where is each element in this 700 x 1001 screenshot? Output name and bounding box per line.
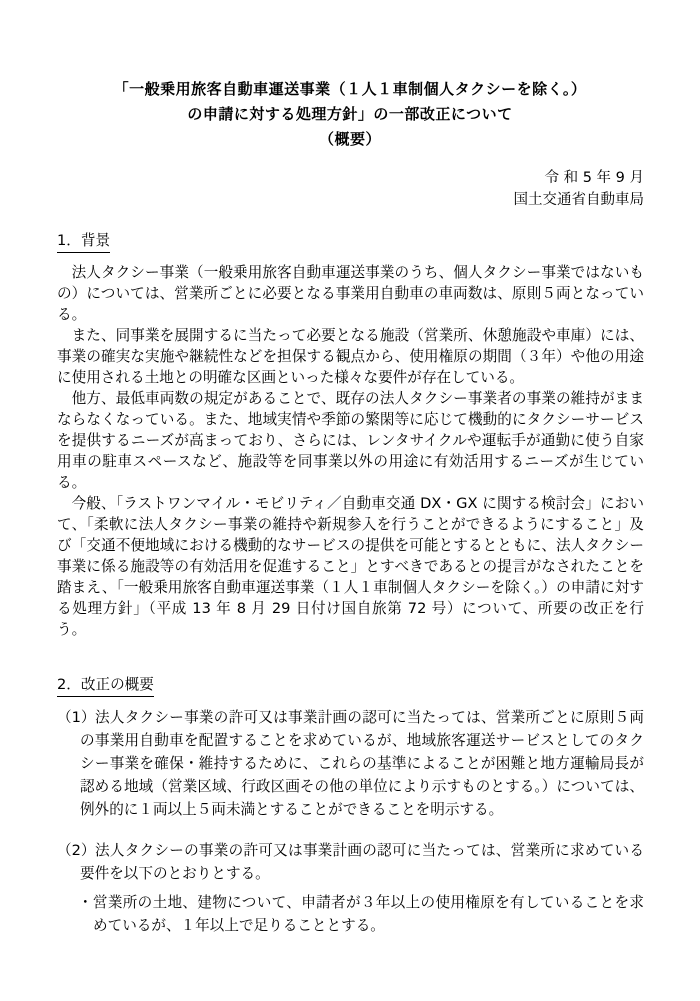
section-background	[57, 230, 644, 640]
background-paragraph-4: 今般、「ラストワンマイル・モビリティ／自動車交通 DX・GX に関する検討会」において、「柔軟に法人タクシー事業の維持や新規参入を行うことができるようにすること」及び「交通不便地域における機動的なサービスの提供を可能とするとともに、法人タクシー事業に係る施設等の有効活用を促進すること」とすべきであるとの提言がなされたことを踏まえ、「一般乗用旅客自動車運送事業（１人１車制個人タクシーを除く。）の申請に対する処理方針」（平成 13 年 8 月 29 日付け国自旅第 72 号）について、所要の改正を行う。	[57, 495, 644, 638]
title-line-1: 「一般乗用旅客自動車運送事業（１人１車制個人タクシーを除く。）	[113, 80, 587, 98]
revision-item-2-text: 法人タクシーの事業の許可又は事業計画の認可に当たっては、営業所に求めている要件を以下のとおりとする。	[80, 842, 644, 882]
revision-item-1	[57, 706, 644, 821]
issuer-line: 国土交通省自動車局	[513, 192, 644, 208]
revision-item-2	[57, 839, 644, 937]
background-paragraph-3: 他方、最低車両数の規定があることで、既存の法人タクシー事業者の事業の維持がままならなくなっている。また、地域実情や季節の繁閑等に応じて機動的にタクシーサービスを提供するニーズが高まっており、さらには、レンタサイクルや運転手が通勤に使う自家用車の駐車スペースなど、施設等を同事業以外の用途に有効活用するニーズが生じている。	[57, 390, 644, 491]
date-line: 令 和 5 年 9 月	[544, 170, 644, 186]
section-1-heading	[57, 230, 644, 253]
section-2-heading-text: 2．改正の概要	[57, 674, 154, 697]
title-line-2: の申請に対する処理方針」の一部改正について	[187, 105, 513, 123]
section-1-heading-text: 1．背景	[57, 230, 110, 253]
section-2-heading	[57, 674, 644, 697]
revision-item-1-number: （1）	[57, 709, 96, 726]
revision-item-1-text: 法人タクシー事業の許可又は事業計画の認可に当たっては、営業所ごとに原則５両の事業用自動車を配置することを求めているが、地域旅客運送サービスとしてのタクシー事業を確保・維持するために、これらの基準によることが困難と地方運輸局長が認める地域（営業区域、行政区画その他の単位により示すものとする。）については、例外的に１両以上５両未満とすることができることを明示する。	[80, 709, 644, 818]
background-paragraph-1: 法人タクシー事業（一般乗用旅客自動車運送事業のうち、個人タクシー事業ではないもの）については、営業所ごとに必要となる事業用自動車の車両数は、原則５両となっている。	[57, 264, 644, 323]
section-revision-outline	[57, 674, 644, 937]
title-line-3: （概要）	[318, 130, 381, 148]
background-paragraph-2: また、同事業を展開するに当たって必要となる施設（営業所、休憩施設や車庫）には、事業の確実な実施や継続性などを担保する観点から、使用権原の期間（３年）や他の用途に使用される土地との明確な区画といった様々な要件が存在している。	[57, 327, 644, 386]
document-title	[0, 0, 700, 152]
revision-item-2-number: （2）	[57, 842, 96, 859]
revision-item-2-bullet: ・営業所の土地、建物について、申請者が３年以上の使用権原を有していることを求めているが、１年以上で足りることとする。	[78, 894, 644, 934]
document-meta	[0, 167, 700, 211]
